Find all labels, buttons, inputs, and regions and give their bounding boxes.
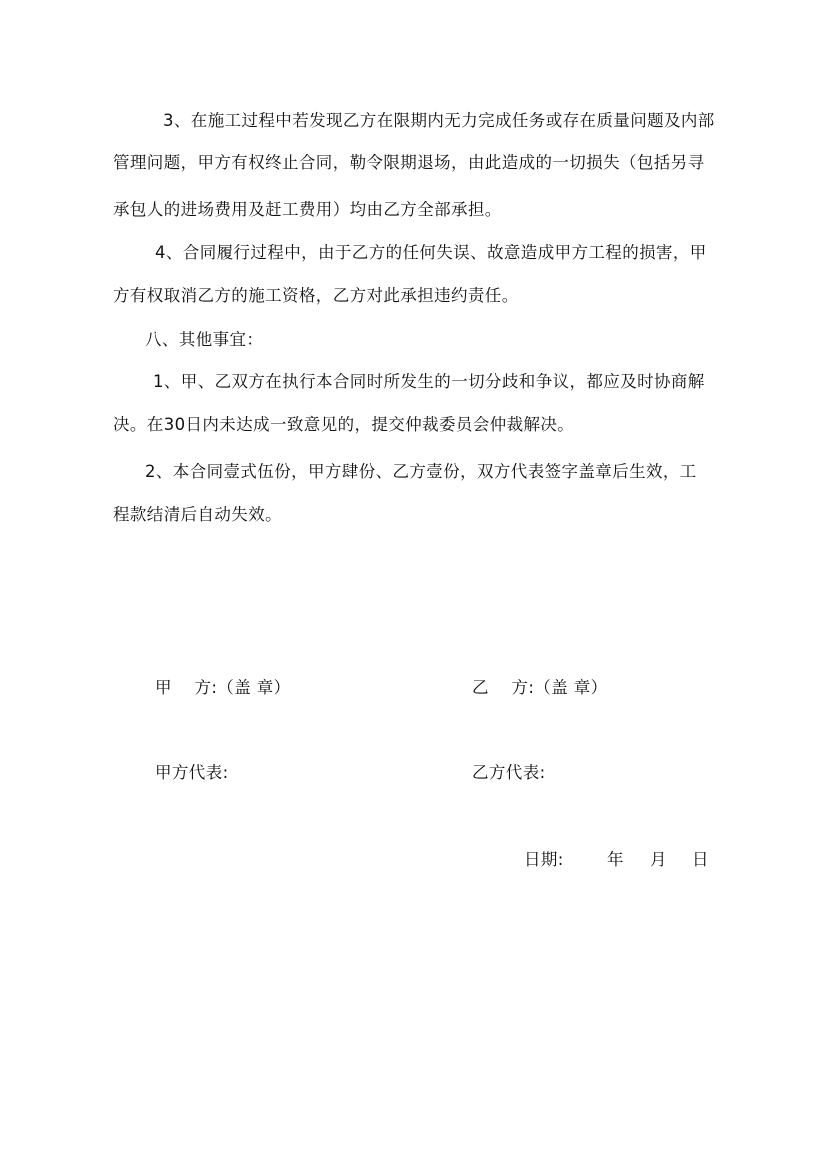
- party-a-seal: 甲 方:（盖 章）: [155, 678, 291, 697]
- clause-3-line-3: 承包人的进场费用及赶工费用）均由乙方全部承担。: [113, 200, 502, 219]
- clause-3-line-1: 3、在施工过程中若发现乙方在限期内无力完成任务或存在质量问题及内部: [163, 111, 715, 130]
- party-a-representative: 甲方代表:: [155, 763, 229, 782]
- date-label: 日期:: [524, 850, 564, 869]
- other-2-line-2: 程款结清后自动失效。: [113, 505, 282, 524]
- date-day: 日: [692, 850, 709, 869]
- other-2-line-1: 2、本合同壹式伍份，甲方肆份、乙方壹份，双方代表签字盖章后生效，工: [145, 462, 697, 481]
- party-b-representative: 乙方代表:: [472, 763, 546, 782]
- other-1-line-2: 决。在30日内未达成一致意见的，提交仲裁委员会仲裁解决。: [113, 415, 575, 434]
- other-1-line-1: 1、甲、乙双方在执行本合同时所发生的一切分歧和争议，都应及时协商解: [153, 372, 705, 391]
- date-month: 月: [650, 850, 667, 869]
- clause-3-line-2: 管理问题，甲方有权终止合同，勒令限期退场，由此造成的一切损失（包括另寻: [113, 153, 705, 172]
- party-b-seal: 乙 方:（盖 章）: [472, 678, 608, 697]
- date-year: 年: [607, 850, 624, 869]
- section-heading-other-matters: 八、其他事宜：: [145, 330, 264, 349]
- clause-4-line-1: 4、合同履行过程中，由于乙方的任何失误、故意造成甲方工程的损害，甲: [155, 243, 707, 262]
- clause-4-line-2: 方有权取消乙方的施工资格，乙方对此承担违约责任。: [113, 286, 519, 305]
